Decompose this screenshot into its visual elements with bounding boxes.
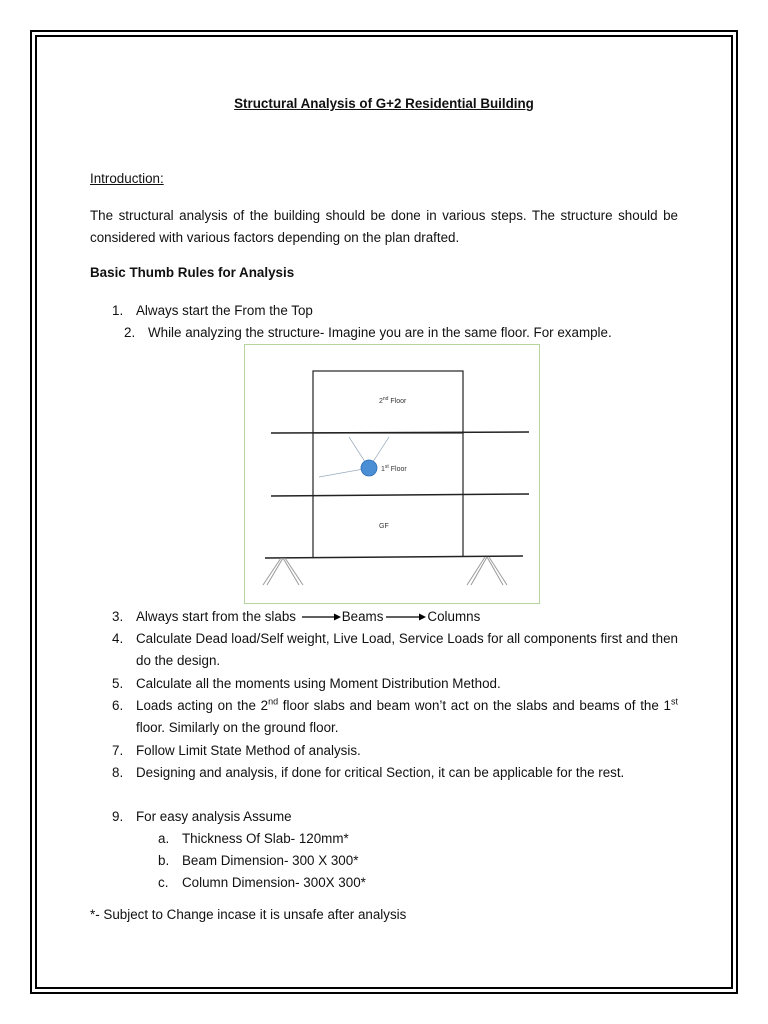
list-item-number: 1. (112, 303, 124, 318)
list-item-text: Designing and analysis, if done for critical Section, it can be applicable for the rest. (136, 765, 625, 780)
first-floor-label: 1st Floor (381, 464, 407, 473)
list-item-text: Loads acting on the 2nd floor slabs and beam won’t act on the slabs and beams of the 1st floor. Similarly on the ground floor. (136, 696, 678, 735)
list-item-number: 9. (112, 809, 124, 824)
list-item-number: 7. (112, 743, 124, 758)
list-item-text: Always start the From the Top (136, 303, 313, 318)
sub-list-item: a. Thickness Of Slab- 120mm* (158, 831, 349, 846)
list-item (112, 673, 678, 695)
list-item-number: 8. (112, 765, 124, 780)
list-item-number: 6. (112, 698, 124, 713)
second-floor-label: 2nd Floor (379, 396, 407, 405)
list-item (112, 695, 678, 739)
slab-line (271, 494, 529, 496)
arrow-right-icon (383, 612, 427, 622)
list-item-text: While analyzing the structure- Imagine you are in the same floor. For example. (148, 325, 612, 340)
list-item (112, 628, 678, 672)
introduction-heading: Introduction: (90, 171, 164, 186)
floor-diagram-svg (245, 345, 539, 603)
list-item-text: Calculate all the moments using Moment Distribution Method. (136, 676, 501, 691)
footnote: *- Subject to Change incase it is unsafe after analysis (90, 907, 407, 922)
slab-line (271, 432, 529, 433)
intro-paragraph: The structural analysis of the building should be done in various steps. The structure should be considered with various factors depending on the plan drafted. (90, 208, 678, 245)
list-item-number: 5. (112, 676, 124, 691)
beams-text: Beams (341, 609, 384, 624)
list-item-text: Follow Limit State Method of analysis. (136, 743, 361, 758)
list-item (112, 806, 678, 828)
sub-list-item: b. Beam Dimension- 300 X 300* (158, 853, 359, 868)
list-item-text (136, 606, 678, 628)
list-item-text: Calculate Dead load/Self weight, Live Load, Service Loads for all components first and then do the design. (136, 631, 678, 668)
list-item-number: 3. (112, 609, 124, 624)
columns-text: Columns (427, 609, 481, 624)
list-item (124, 322, 690, 344)
list-item (112, 740, 678, 762)
list-item-number: 2. (124, 325, 136, 340)
list-item (112, 606, 678, 628)
left-support-icon (263, 558, 303, 585)
list-item (112, 300, 678, 322)
rules-heading: Basic Thumb Rules for Analysis (90, 265, 295, 280)
list-item (112, 762, 678, 784)
document-title: Structural Analysis of G+2 Residential Building (234, 96, 534, 111)
list-item-text: For easy analysis Assume (136, 809, 292, 824)
arrow-right-icon (300, 612, 342, 622)
person-marker (361, 460, 377, 476)
right-support-icon (467, 557, 507, 585)
ground-floor-label: GF (379, 523, 389, 530)
sub-list-item: c. Column Dimension- 300X 300* (158, 875, 366, 890)
list-item-number: 4. (112, 631, 124, 646)
slabs-text: Always start from the slabs (136, 609, 296, 624)
floor-diagram (244, 344, 540, 604)
